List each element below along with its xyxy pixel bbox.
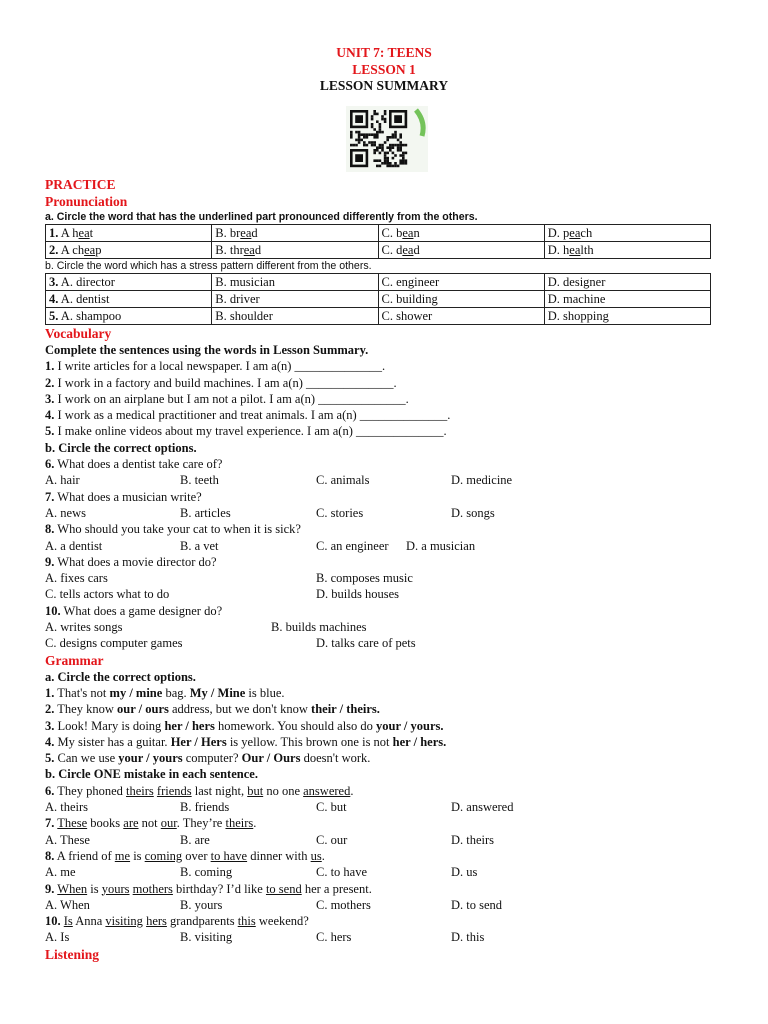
stress-option[interactable]: C. shower bbox=[378, 308, 544, 325]
vocabulary-sentence: 5. I make online videos about my travel experience. I am a(n) ______________. bbox=[45, 424, 447, 439]
mistake-sentence-8: 8. A friend of me is coming over to have dinner with us. bbox=[45, 848, 325, 863]
choice[interactable]: Her / Hers bbox=[170, 734, 227, 749]
option[interactable]: C. our bbox=[316, 832, 348, 847]
lesson-summary-title: LESSON SUMMARY bbox=[319, 78, 449, 93]
option[interactable]: A. When bbox=[45, 897, 90, 912]
vocabulary-sentence: 4. I work as a medical practitioner and treat animals. I am a(n) ______________. bbox=[45, 408, 451, 423]
stress-option[interactable]: D. machine bbox=[544, 291, 710, 308]
pronunciation-option[interactable]: B. thread bbox=[212, 242, 378, 259]
stress-option[interactable]: C. building bbox=[378, 291, 544, 308]
pronunciation-option[interactable]: B. bread bbox=[212, 225, 378, 242]
option[interactable]: B. composes music bbox=[316, 571, 413, 586]
mistake-sentence-9: 9. When is yours mothers birthday? I’d like to send her a present. bbox=[45, 881, 372, 896]
unit-title: UNIT 7: TEENS bbox=[336, 45, 432, 60]
option[interactable]: C. to have bbox=[316, 865, 368, 880]
qr-code-image bbox=[346, 106, 428, 172]
grammar-question-2: 2. They know our / ours address, but we don't know their / theirs. bbox=[45, 702, 380, 717]
option[interactable]: C. animals bbox=[316, 473, 370, 488]
question-9-options-row1 bbox=[45, 570, 725, 586]
option[interactable]: C. hers bbox=[316, 930, 352, 945]
question-6-options bbox=[45, 472, 725, 488]
choice[interactable]: your / yours bbox=[118, 751, 183, 766]
pronunciation-b-instruction: b. Circle the word which has a stress pattern different from the others. bbox=[45, 260, 372, 272]
question-6: 6. What does a dentist take care of? bbox=[45, 457, 223, 472]
question-9-options-row2 bbox=[45, 586, 725, 602]
choice[interactable]: My / Mine bbox=[189, 685, 246, 700]
grammar-question-1: 1. That's not my / mine bag. My / Mine is blue. bbox=[45, 685, 285, 700]
choice[interactable]: their / theirs. bbox=[311, 702, 380, 717]
mistake-options-8 bbox=[45, 864, 725, 880]
grammar-heading: Grammar bbox=[45, 652, 104, 668]
vocabulary-sentence: 1. I write articles for a local newspaper. I am a(n) ______________. bbox=[45, 359, 386, 374]
option[interactable]: B. coming bbox=[180, 865, 233, 880]
header bbox=[0, 45, 768, 95]
stress-option[interactable]: D. shopping bbox=[544, 308, 710, 325]
content bbox=[45, 176, 725, 963]
option[interactable]: B. a vet bbox=[180, 538, 219, 553]
mistake-sentence-7: 7. These books are not our. They’re theirs. bbox=[45, 816, 257, 831]
pronunciation-heading: Pronunciation bbox=[45, 194, 128, 209]
option[interactable]: C. stories bbox=[316, 505, 364, 520]
grammar-question-4: 4. My sister has a guitar. Her / Hers is yellow. This brown one is not her / hers. bbox=[45, 734, 447, 749]
option[interactable]: D. talks care of pets bbox=[316, 636, 416, 651]
stress-row bbox=[46, 308, 711, 325]
option[interactable]: B. articles bbox=[180, 505, 231, 520]
stress-option[interactable]: 5. A. shampoo bbox=[46, 308, 212, 325]
option[interactable]: A. news bbox=[45, 505, 86, 520]
stress-option[interactable]: 3. A. director bbox=[46, 274, 212, 291]
option[interactable]: A. writes songs bbox=[45, 620, 123, 635]
mistake-sentence-6: 6. They phoned theirs friends last night, but no one answered. bbox=[45, 783, 354, 798]
stress-option[interactable]: D. designer bbox=[544, 274, 710, 291]
pronunciation-option[interactable]: C. bean bbox=[378, 225, 544, 242]
grammar-a-instruction: a. Circle the correct options. bbox=[45, 669, 196, 684]
mistake-sentence-10: 10. Is Anna visiting hers grandparents this weekend? bbox=[45, 914, 309, 929]
pronunciation-option[interactable]: D. peach bbox=[544, 225, 710, 242]
grammar-question-5: 5. Can we use your / yours computer? Our / Ours doesn't work. bbox=[45, 751, 371, 766]
stress-row bbox=[46, 291, 711, 308]
option[interactable]: A. a dentist bbox=[45, 538, 103, 553]
choice[interactable]: her / hers. bbox=[392, 734, 447, 749]
option[interactable]: B. visiting bbox=[180, 930, 233, 945]
option[interactable]: D. this bbox=[451, 930, 485, 945]
question-10: 10. What does a game designer do? bbox=[45, 603, 223, 618]
vocabulary-sentence: 3. I work on an airplane but I am not a pilot. I am a(n) ______________. bbox=[45, 391, 409, 406]
vocabulary-heading: Vocabulary bbox=[45, 326, 112, 341]
stress-option[interactable]: B. shoulder bbox=[212, 308, 378, 325]
question-10-options-row2 bbox=[45, 635, 725, 651]
pronunciation-option[interactable]: 1. A heat bbox=[46, 225, 212, 242]
question-7: 7. What does a musician write? bbox=[45, 489, 202, 504]
vocabulary-b-instruction: b. Circle the correct options. bbox=[45, 440, 197, 455]
choice[interactable]: my / mine bbox=[109, 685, 163, 700]
question-10-options-row1 bbox=[45, 619, 725, 635]
pronunciation-table-a bbox=[45, 224, 711, 259]
mistake-options-7 bbox=[45, 832, 725, 848]
pronunciation-table-b bbox=[45, 273, 711, 325]
choice[interactable]: Our / Ours bbox=[241, 751, 301, 766]
mistake-options-9 bbox=[45, 897, 725, 913]
option[interactable]: C. designs computer games bbox=[45, 636, 183, 651]
option[interactable]: A. Is bbox=[45, 930, 70, 945]
pronunciation-option[interactable]: D. health bbox=[544, 242, 710, 259]
option[interactable]: C. an engineer bbox=[316, 538, 389, 553]
stress-option[interactable]: B. driver bbox=[212, 291, 378, 308]
option[interactable]: B. teeth bbox=[180, 473, 219, 488]
option[interactable]: A. fixes cars bbox=[45, 571, 108, 586]
option[interactable]: A. These bbox=[45, 832, 90, 847]
grammar-question-3: 3. Look! Mary is doing her / hers homework. You should also do your / yours. bbox=[45, 718, 444, 733]
option[interactable]: D. a musician bbox=[406, 538, 476, 553]
option[interactable]: C. mothers bbox=[316, 897, 371, 912]
option[interactable]: B. builds machines bbox=[271, 620, 367, 635]
stress-option[interactable]: B. musician bbox=[212, 274, 378, 291]
option[interactable]: B. friends bbox=[180, 800, 230, 815]
option[interactable]: B. yours bbox=[180, 897, 223, 912]
question-8-options bbox=[45, 538, 725, 554]
pronunciation-row bbox=[46, 242, 711, 259]
pronunciation-option[interactable]: C. dead bbox=[378, 242, 544, 259]
option[interactable]: A. hair bbox=[45, 473, 80, 488]
vocabulary-sentence: 2. I work in a factory and build machines. I am a(n) ______________. bbox=[45, 375, 397, 390]
stress-row bbox=[46, 274, 711, 291]
question-7-options bbox=[45, 505, 725, 521]
question-9: 9. What does a movie director do? bbox=[45, 554, 217, 569]
option[interactable]: C. but bbox=[316, 800, 347, 815]
lesson-title: LESSON 1 bbox=[352, 61, 416, 77]
grammar-b-instruction: b. Circle ONE mistake in each sentence. bbox=[45, 767, 258, 782]
option[interactable]: D. theirs bbox=[451, 832, 495, 847]
practice-heading: PRACTICE bbox=[45, 177, 116, 192]
stress-option[interactable]: 4. A. dentist bbox=[46, 291, 212, 308]
vocabulary-a-instruction: Complete the sentences using the words in Lesson Summary. bbox=[45, 343, 369, 357]
pronunciation-row bbox=[46, 225, 711, 242]
option[interactable]: D. medicine bbox=[451, 473, 513, 488]
mistake-options-6 bbox=[45, 799, 725, 815]
option[interactable]: D. answered bbox=[451, 800, 514, 815]
choice[interactable]: her / hers bbox=[164, 718, 215, 733]
option[interactable]: A. theirs bbox=[45, 800, 89, 815]
option[interactable]: B. are bbox=[180, 832, 210, 847]
option[interactable]: D. to send bbox=[451, 897, 503, 912]
option[interactable]: C. tells actors what to do bbox=[45, 587, 170, 602]
mistake-options-10 bbox=[45, 929, 725, 945]
pronunciation-a-instruction: a. Circle the word that has the underlined part pronounced differently from the others. bbox=[45, 211, 478, 223]
option[interactable]: D. builds houses bbox=[316, 587, 399, 602]
listening-heading: Listening bbox=[45, 946, 100, 962]
option[interactable]: D. songs bbox=[451, 505, 495, 520]
question-8: 8. Who should you take your cat to when it is sick? bbox=[45, 522, 301, 537]
choice[interactable]: your / yours. bbox=[376, 718, 444, 733]
pronunciation-option[interactable]: 2. A cheap bbox=[46, 242, 212, 259]
option[interactable]: D. us bbox=[451, 865, 478, 880]
stress-option[interactable]: C. engineer bbox=[378, 274, 544, 291]
choice[interactable]: our / ours bbox=[117, 702, 169, 717]
option[interactable]: A. me bbox=[45, 865, 76, 880]
